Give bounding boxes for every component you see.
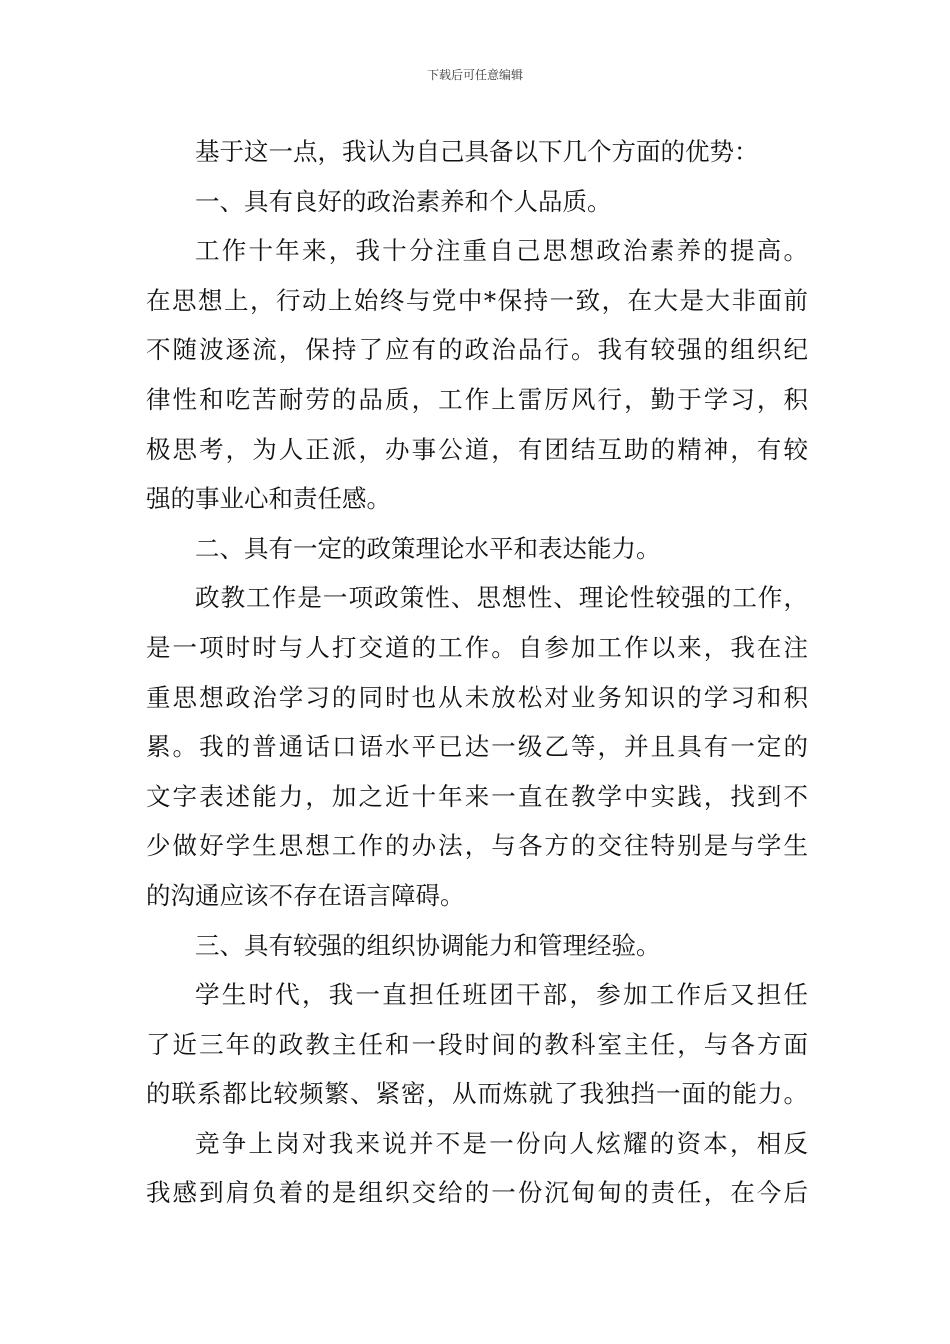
text-line: 学生时代，我一直担任班团干部，参加工作后又担任 [195, 980, 808, 1010]
text-line: 的沟通应该不存在语言障碍。 [146, 880, 465, 910]
text-line: 在思想上，行动上始终与党中*保持一致，在大是大非面前 [146, 285, 808, 315]
section-heading: 二、具有一定的政策理论水平和表达能力。 [195, 533, 661, 563]
text-line: 不随波逐流，保持了应有的政治品行。我有较强的组织纪 [146, 335, 808, 365]
text-line: 工作十年来，我十分注重自己思想政治素养的提高。 [195, 236, 808, 266]
text-line: 少做好学生思想工作的办法，与各方的交往特别是与学生 [146, 831, 808, 861]
text-line: 了近三年的政教主任和一段时间的教科室主任，与各方面 [146, 1029, 808, 1059]
section-heading: 三、具有较强的组织协调能力和管理经验。 [195, 930, 661, 960]
document-body [146, 127, 808, 1218]
section-heading: 一、具有良好的政治素养和个人品质。 [195, 186, 612, 216]
text-line: 文字表述能力，加之近十年来一直在教学中实践，找到不 [146, 781, 808, 811]
header-note: 下载后可任意编辑 [426, 68, 523, 82]
text-line: 基于这一点，我认为自己具备以下几个方面的优势： [195, 137, 759, 166]
text-line: 竞争上岗对我来说并不是一份向人炫耀的资本，相反 [195, 1128, 808, 1158]
text-line: 我感到肩负着的是组织交给的一份沉甸甸的责任，在今后 [146, 1178, 808, 1208]
text-line: 强的事业心和责任感。 [146, 484, 391, 514]
text-line: 政教工作是一项政策性、思想性、理论性较强的工作， [195, 583, 808, 613]
text-line: 累。我的普通话口语水平已达一级乙等，并且具有一定的 [146, 732, 808, 762]
text-line: 的联系都比较频繁、紧密，从而炼就了我独挡一面的能力。 [146, 1079, 808, 1109]
text-line: 是一项时时与人打交道的工作。自参加工作以来，我在注 [146, 632, 808, 662]
text-line: 极思考，为人正派，办事公道，有团结互助的精神，有较 [146, 434, 808, 464]
text-line: 律性和吃苦耐劳的品质，工作上雷厉风行，勤于学习，积 [146, 384, 808, 414]
text-line: 重思想政治学习的同时也从未放松对业务知识的学习和积 [146, 682, 808, 712]
